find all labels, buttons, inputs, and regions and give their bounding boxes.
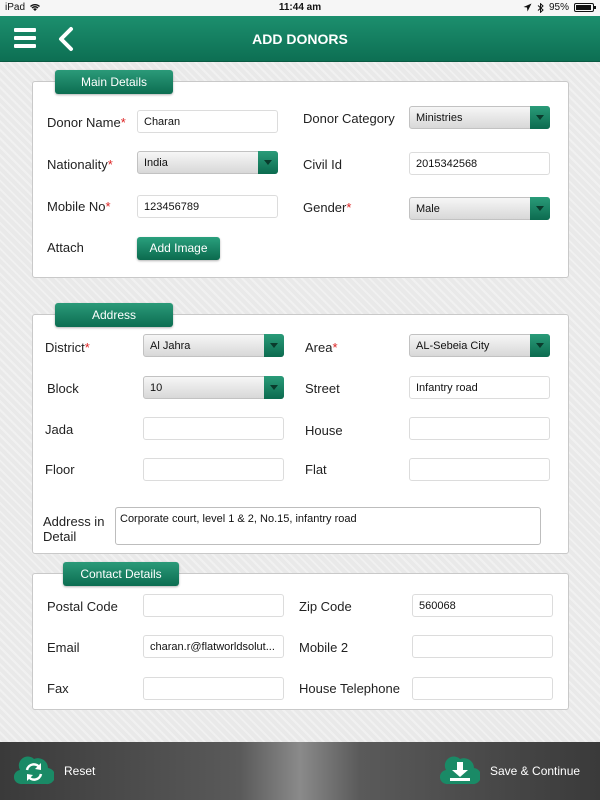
attach-label: Attach — [47, 240, 84, 255]
mobile2-input[interactable] — [412, 635, 553, 658]
address-panel — [32, 308, 569, 554]
floor-label: Floor — [45, 462, 75, 477]
form-content — [0, 62, 600, 742]
jada-label: Jada — [45, 422, 74, 437]
house-label: House — [305, 423, 343, 438]
chevron-down-icon — [258, 151, 278, 174]
flat-label: Flat — [305, 462, 327, 477]
donor-category-value: Ministries — [416, 112, 463, 124]
status-bar — [0, 0, 600, 16]
battery-fill — [576, 5, 591, 10]
reset-button[interactable] — [14, 751, 95, 791]
civil-id-label: Civil Id — [303, 157, 343, 172]
battery-icon — [574, 3, 594, 12]
email-label: Email — [47, 640, 80, 655]
refresh-icon — [14, 751, 54, 791]
chevron-down-icon — [530, 106, 550, 129]
donor-name-label: Donor Name* — [47, 115, 126, 130]
district-value: Al Jahra — [150, 340, 191, 352]
fax-label: Fax — [47, 681, 69, 696]
footer-toolbar — [0, 742, 600, 800]
chevron-down-icon — [264, 334, 284, 357]
save-continue-button[interactable] — [440, 751, 580, 791]
mobile-label: Mobile No* — [47, 199, 111, 214]
district-select[interactable] — [143, 334, 284, 357]
add-image-button[interactable]: Add Image — [137, 237, 220, 260]
block-label: Block — [47, 381, 79, 396]
main-details-panel — [32, 75, 569, 278]
download-icon — [440, 751, 480, 791]
battery-percent: 95% — [548, 2, 569, 13]
address-detail-textarea[interactable]: Corporate court, level 1 & 2, No.15, infantry road — [115, 507, 541, 545]
jada-input[interactable] — [143, 417, 284, 440]
contact-details-panel — [32, 567, 569, 710]
nationality-value: India — [144, 157, 168, 169]
street-label: Street — [305, 381, 340, 396]
chevron-down-icon — [530, 197, 550, 220]
postal-code-input[interactable] — [143, 594, 284, 617]
chevron-down-icon — [264, 376, 284, 399]
nav-bar — [0, 16, 600, 62]
flat-input[interactable] — [409, 458, 550, 481]
gender-value: Male — [416, 203, 440, 215]
nationality-select[interactable] — [137, 151, 278, 174]
zip-code-label: Zip Code — [299, 599, 352, 614]
house-input[interactable] — [409, 417, 550, 440]
donor-category-select[interactable] — [409, 106, 550, 129]
status-time: 11:44 am — [278, 2, 322, 13]
house-telephone-label: House Telephone — [299, 681, 400, 696]
district-label: District* — [45, 340, 90, 355]
block-select[interactable] — [143, 376, 284, 399]
street-input[interactable]: Infantry road — [409, 376, 550, 399]
civil-id-input[interactable]: 2015342568 — [409, 152, 550, 175]
chevron-down-icon — [530, 334, 550, 357]
location-arrow-icon — [523, 3, 532, 12]
gender-select[interactable] — [409, 197, 550, 220]
address-title: Address — [55, 303, 173, 327]
reset-label: Reset — [64, 764, 96, 778]
house-telephone-input[interactable] — [412, 677, 553, 700]
area-value: AL-Sebeia City — [416, 340, 490, 352]
fax-input[interactable] — [143, 677, 284, 700]
floor-input[interactable] — [143, 458, 284, 481]
contact-details-title: Contact Details — [63, 562, 179, 586]
mobile-input[interactable]: 123456789 — [137, 195, 278, 218]
gender-label: Gender* — [303, 200, 352, 215]
email-input[interactable]: charan.r@flatworldsolut... — [143, 635, 284, 658]
zip-code-input[interactable]: 560068 — [412, 594, 553, 617]
device-name: iPad — [5, 2, 26, 13]
bluetooth-icon — [537, 3, 544, 13]
status-right — [523, 2, 594, 13]
donor-name-input[interactable]: Charan — [137, 110, 278, 133]
area-select[interactable] — [409, 334, 550, 357]
nationality-label: Nationality* — [47, 157, 113, 172]
area-label: Area* — [305, 340, 338, 355]
page-title: ADD DONORS — [252, 31, 348, 47]
save-continue-label: Save & Continue — [490, 764, 581, 778]
mobile2-label: Mobile 2 — [299, 640, 349, 655]
postal-code-label: Postal Code — [47, 599, 118, 614]
donor-category-label: Donor Category — [303, 111, 395, 126]
main-details-title: Main Details — [55, 70, 173, 94]
address-detail-label: Address in Detail — [43, 514, 105, 544]
block-value: 10 — [150, 382, 163, 394]
